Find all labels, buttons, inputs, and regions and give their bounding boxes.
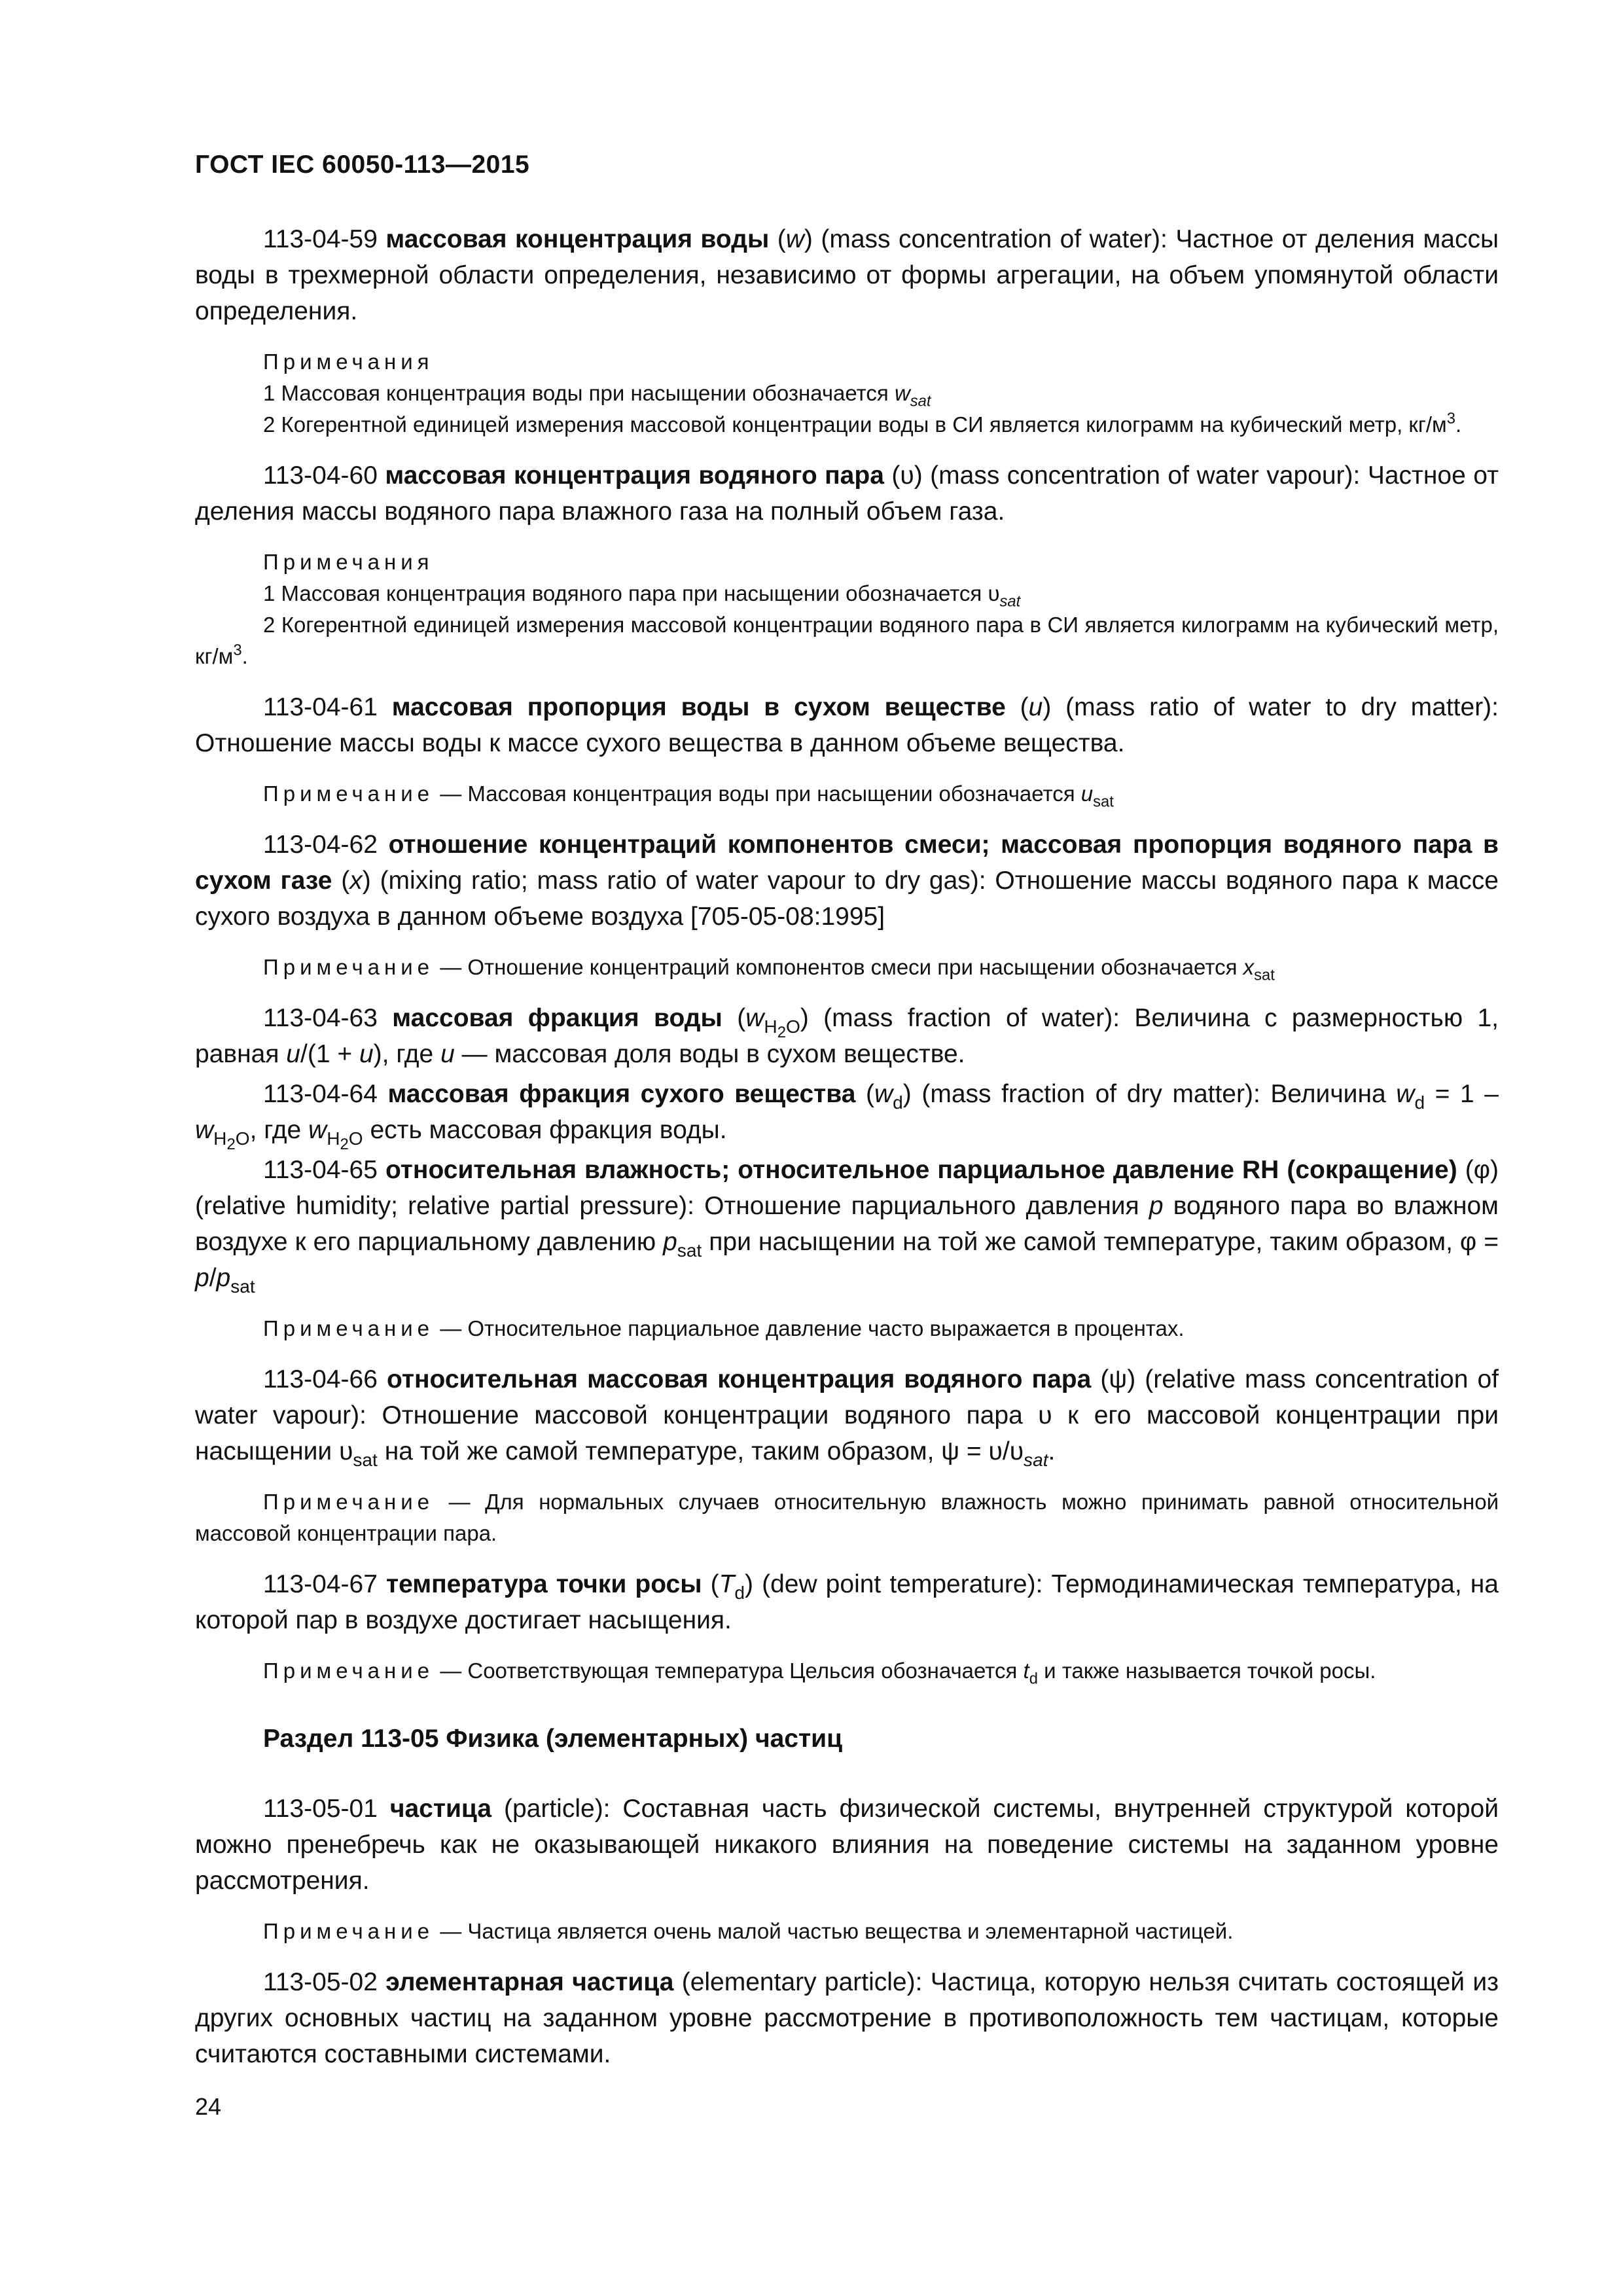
entry-symbol: ψ [1109, 1365, 1128, 1393]
entry-definition: (mass ratio of water to dry matter): Отношение массы воды к массе сухого вещества в данном объеме вещества. [195, 693, 1499, 757]
note-1: 1 Массовая концентрация воды при насыщении обозначается $w_{sat}$ [263, 381, 931, 410]
entry-symbol: w [745, 1004, 764, 1032]
entry-113-04-63: 113-04-63 массовая фракция воды $(w_{H_2O})$ (mass fraction of water): Величина с размерностью 1, равная u/(1 + u), где u — массовая доля воды в сухом веществе. [195, 1004, 1499, 1068]
entry-number: 113-05-02 [263, 1968, 378, 1996]
entry-term: относительная массовая концентрация водяного пара [387, 1365, 1092, 1393]
entry-symbol: υ [900, 461, 914, 490]
document-header: ГОСТ IEC 60050-113—2015 [195, 151, 530, 179]
entry-113-04-67: 113-04-67 температура точки росы $(T_d)$ (dew point temperature): Термодинамическая температура, на которой пар в воздухе достигает насыщения. [195, 1570, 1499, 1634]
entry-term: относительная влажность; относительное парциальное давление RH (сокращение) [385, 1156, 1457, 1184]
entry-symbol: w [874, 1080, 893, 1108]
entry-113-04-59: 113-04-59 массовая концентрация воды (w) (mass concentration of water): Частное от деления массы воды в трехмерной области определения, независимо от формы агрегации, на объем упомянутой области определения. [195, 225, 1499, 325]
entry-113-04-65: 113-04-65 относительная влажность; относительное парциальное давление RH (сокращение) (φ) (relative humidity; relative partial pressure): Отношение парциального давления p водяного пара во влажном воздухе к его парциальному давлению $p_{sat}$ при насыщении на той же самой температуре, таким образом, $\varphi = p/p_{sat}$ [195, 1156, 1499, 1297]
entry-number: 113-04-65 [263, 1156, 378, 1184]
notes-heading: Примечания [263, 550, 434, 574]
entry-113-04-66: 113-04-66 относительная массовая концентрация водяного пара (ψ) (relative mass concentration of water vapour): Отношение массовой концентрации водяного пара υ к его массовой концентрации при насыщении $\upsilon_{sat}$ на той же самой температуре, таким образом, $\psi = \upsilon/\upsilon_{sat}$. [195, 1365, 1499, 1470]
note-2: 2 Когерентной единицей измерения массовой концентрации воды в СИ является килограмм на кубический метр, $кг/м^3$. [263, 409, 1462, 437]
entry-number: 113-04-63 [263, 1004, 378, 1032]
entry-number: 113-04-62 [263, 831, 378, 859]
entry-113-04-64: 113-04-64 массовая фракция сухого вещества $(w_d)$ (mass fraction of dry matter): Величина $w_d = 1 - w_{H_2O}$, где $w_{H_2O}$ есть массовая фракция воды. [195, 1080, 1499, 1153]
entry-symbol: x [349, 867, 363, 895]
entry-term: элементарная частица [385, 1968, 674, 1996]
entry-symbol: w [785, 225, 804, 253]
entry-number: 113-04-60 [263, 461, 378, 490]
section-heading: Раздел 113-05 Физика (элементарных) частиц [263, 1725, 843, 1753]
entry-number: 113-04-64 [263, 1080, 378, 1108]
entry-number: 113-04-59 [263, 225, 378, 253]
page-number: 24 [195, 2093, 222, 2120]
entry-113-04-61: 113-04-61 массовая пропорция воды в сухом веществе (u) (mass ratio of water to dry matter): Отношение массы воды к массе сухого вещества в данном объеме вещества. [195, 693, 1499, 757]
entry-definition: (dew point temperature): Термодинамическая температура, на которой пар в воздухе достигает насыщения. [195, 1570, 1499, 1634]
entry-113-05-02 [195, 1964, 1499, 2072]
entry-113-05-01 [195, 1791, 1499, 1899]
note-2: 2 Когерентной единицей измерения массовой концентрации водяного пара в СИ является килограмм на кубический метр, $кг/м^3$. [195, 613, 1499, 668]
entry-term: массовая фракция воды [392, 1004, 722, 1032]
note: Примечание — Отношение концентраций компонентов смеси при насыщении обозначается $x_{sat}$ [263, 955, 1275, 984]
entry-symbol: u [1028, 693, 1043, 721]
note: Примечание — Массовая концентрация воды при насыщении обозначается $u_{sat}$ [263, 781, 1114, 811]
note: Примечание — Для нормальных случаев относительную влажность можно принимать равной относительной массовой концентрации пара. [195, 1490, 1499, 1545]
entry-definition: (mass concentration of water vapour): Частное от деления массы водяного пара влажного газа на полный объем газа. [195, 461, 1499, 526]
entry-term: отношение концентраций компонентов смеси; массовая пропорция водяного пара в сухом газе [195, 831, 1499, 895]
note-1: 1 Массовая концентрация водяного пара при насыщении обозначается $\upsilon_{sat}$ [263, 581, 1021, 611]
entry-definition: (mass concentration of water): Частное от деления массы воды в трехмерной области определения, независимо от формы агрегации, на объем упомянутой области определения. [195, 225, 1499, 325]
content-body [195, 221, 1499, 2072]
entry-term: массовая пропорция воды в сухом веществе [391, 693, 1006, 721]
entry-definition: (elementary particle): Частица, которую нельзя считать состоящей из других основных частиц на заданном уровне рассмотрение в противоположность тем частицам, которые считаются составными системами. [195, 1968, 1499, 2068]
entry-symbol: T [719, 1570, 735, 1598]
entry-number: 113-04-66 [263, 1365, 378, 1393]
notes-heading: Примечания [263, 350, 434, 374]
entry-symbol: φ [1473, 1156, 1490, 1184]
entry-term: массовая концентрация воды [385, 225, 770, 253]
entry-term: массовая концентрация водяного пара [385, 461, 884, 490]
entry-definition: (mixing ratio; mass ratio of water vapour to dry gas): Отношение массы водяного пара к массе сухого воздуха в данном объеме воздуха [705-05-08:1995] [195, 867, 1499, 931]
entry-definition: (particle): Составная часть физической системы, внутренней структурой которой можно пренебречь как не оказывающей никакого влияния на поведение системы на заданном уровне рассмотрения. [195, 1795, 1499, 1895]
entry-113-04-60: 113-04-60 массовая концентрация водяного пара (υ) (mass concentration of water vapour): Частное от деления массы водяного пара влажного газа на полный объем газа. [195, 461, 1499, 526]
note: Примечание — Частица является очень малой частью вещества и элементарной частицей. [263, 1919, 1234, 1943]
entry-113-04-62: 113-04-62 отношение концентраций компонентов смеси; массовая пропорция водяного пара в сухом газе (x) (mixing ratio; mass ratio of water vapour to dry gas): Отношение массы водяного пара к массе сухого воздуха в данном объеме воздуха [705-05-08:1995] [195, 831, 1499, 931]
entry-term: массовая фракция сухого вещества [387, 1080, 856, 1108]
entry-number: 113-04-67 [263, 1570, 378, 1598]
note: Примечание — Относительное парциальное давление часто выражается в процентах. [263, 1316, 1185, 1340]
note: Примечание — Соответствующая температура Цельсия обозначается $t_d$ и также называется точкой росы. [263, 1659, 1376, 1688]
entry-term: частица [389, 1795, 492, 1823]
entry-number: 113-04-61 [263, 693, 378, 721]
entry-term: температура точки росы [386, 1570, 702, 1598]
entry-number: 113-05-01 [263, 1795, 378, 1823]
